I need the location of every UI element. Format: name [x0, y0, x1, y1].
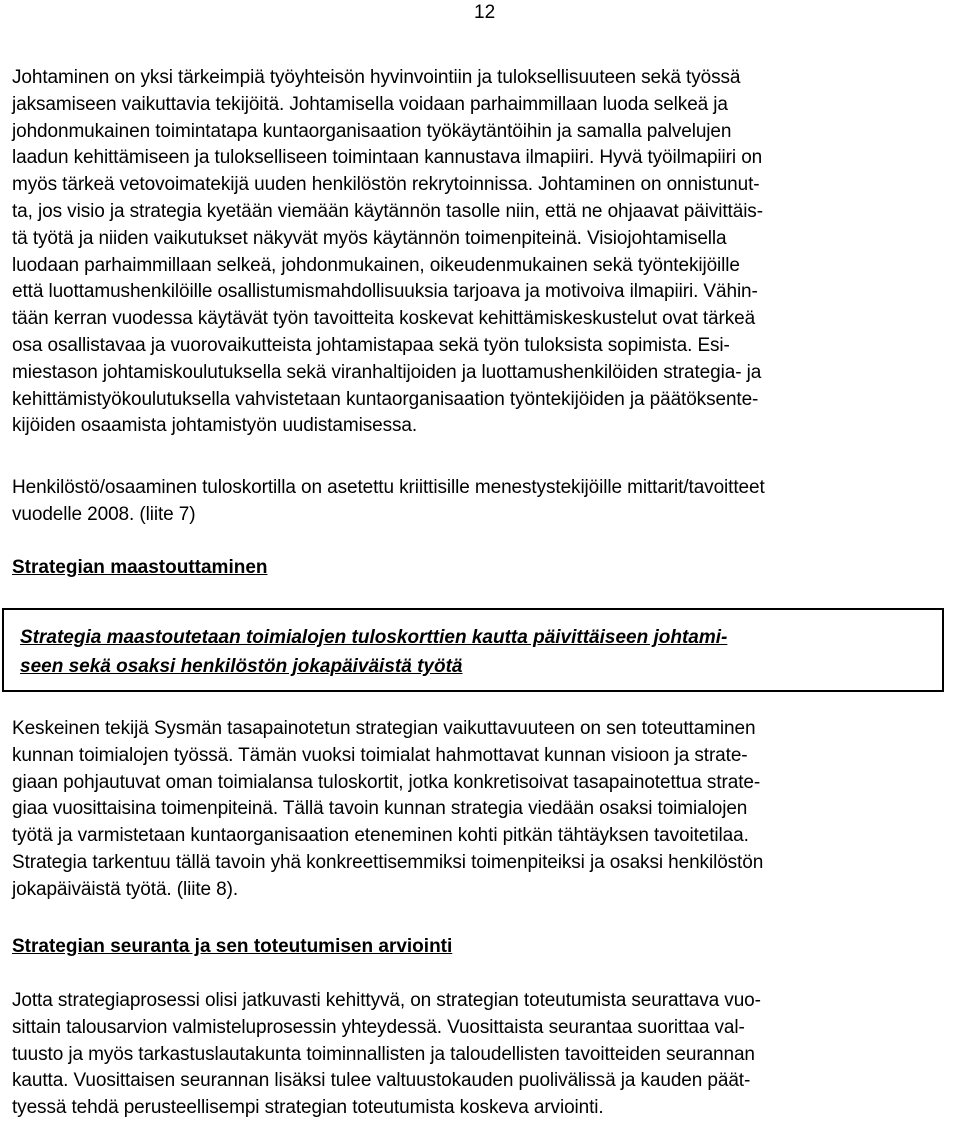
paragraph-leadership [12, 65, 763, 440]
callout-line: seen sekä osaksi henkilöstön jokapäiväistä työtä [20, 656, 463, 677]
callout-line: Strategia maastoutetaan toimialojen tuloskorttien kautta päivittäiseen johtami- [20, 627, 728, 648]
text-line: kautta. Vuosittaisen seurannan lisäksi tulee valtuustokauden puolivälissä ja kauden päät- [12, 1070, 751, 1092]
section-heading-monitoring: Strategian seuranta ja sen toteutumisen arviointi [12, 936, 453, 957]
text-line: luodaan parhaimmillaan selkeä, johdonmukainen, oikeudenmukainen sekä työntekijöille [12, 254, 740, 276]
text-line: tään kerran vuodessa käytävät työn tavoitteita koskevat kehittämiskeskustelut ovat tärkeä [12, 308, 756, 330]
text-line: giaan pohjautuvat oman toimialansa tuloskortit, jotka konkretisoivat tasapainotettua strate- [12, 771, 761, 793]
text-line: Henkilöstö/osaaminen tuloskortilla on asetettu kriittisille menestystekijöille mittarit/tavoitteet [12, 477, 765, 498]
text-line: tyessä tehdä perusteellisempi strategian toteutumista koskeva arviointi. [12, 1097, 604, 1119]
text-line: tuusto ja myös tarkastuslautakunta toiminnallisten ja taloudellisten tavoitteiden seurannan [12, 1043, 755, 1065]
text-line: tä työtä ja niiden vaikutukset näkyvät myös käytännön toimenpiteinä. Visiojohtamisella [12, 227, 727, 249]
text-line: vuodelle 2008. (liite 7) [12, 503, 196, 525]
text-line: jaksamiseen vaikuttavia tekijöitä. Johtamisella voidaan parhaimmillaan luoda selkeä ja [12, 93, 728, 115]
page-number: 12 [474, 2, 496, 23]
text-line: miestason johtamiskoulutuksella sekä viranhaltijoiden ja luottamushenkilöiden strategia- ja [12, 361, 762, 383]
paragraph-scorecard [12, 475, 765, 529]
text-line: Jotta strategiaprosessi olisi jatkuvasti kehittyvä, on strategian toteutumista seurattava vuo- [12, 990, 761, 1011]
text-line: johdonmukainen toimintatapa kuntaorganisaation työkäytäntöihin ja samalla palvelujen [12, 120, 732, 142]
text-line: myös tärkeä vetovoimatekijä uuden henkilöstön rekrytoinnissa. Johtaminen on onnistunut- [12, 174, 760, 196]
section-heading-grounding: Strategian maastouttaminen [12, 557, 268, 578]
text-line: Strategia tarkentuu tällä tavoin yhä konkreettisemmiksi toimenpiteiksi ja osaksi henkilöstön [12, 851, 764, 873]
paragraph-monitoring [12, 988, 761, 1122]
callout-box [2, 608, 944, 692]
text-line: ta, jos visio ja strategia kyetään viemään käytännön tasolle niin, että ne ohjaavat päivittäis- [12, 200, 763, 222]
text-line: Keskeinen tekijä Sysmän tasapainotetun strategian vaikuttavuuteen on sen toteuttaminen [12, 718, 756, 739]
text-line: osa osallistavaa ja vuorovaikutteista johtamistapaa sekä työn tuloksista sopimista. Esi- [12, 334, 730, 356]
text-line: työtä ja varmistetaan kuntaorganisaation eteneminen kohti pitkän tähtäyksen tavoitetilaa. [12, 825, 749, 847]
text-line: sittain talousarvion valmisteluprosessin yhteydessä. Vuosittaista seurantaa suorittaa val- [12, 1016, 745, 1038]
paragraph-implementation [12, 716, 763, 904]
text-line: että luottamushenkilöille osallistumismahdollisuuksia tarjoava ja motivoiva ilmapiiri. Vähin- [12, 281, 758, 303]
text-line: Johtaminen on yksi tärkeimpiä työyhteisön hyvinvointiin ja tuloksellisuuteen sekä työssä [12, 67, 741, 88]
text-line: laadun kehittämiseen ja tulokselliseen toimintaan kannustava ilmapiiri. Hyvä työilmapiiri on [12, 147, 763, 169]
text-line: kunnan toimialojen työssä. Tämän vuoksi toimialat hahmottavat kunnan visioon ja strate- [12, 744, 748, 766]
text-line: giaa vuosittaisina toimenpiteinä. Tällä tavoin kunnan strategia viedään osaksi toimialojen [12, 798, 748, 820]
text-line: jokapäiväistä työtä. (liite 8). [12, 878, 239, 900]
callout-text [20, 623, 727, 681]
text-line: kehittämistyökoulutuksella vahvistetaan kuntaorganisaation työntekijöiden ja päätöksente- [12, 388, 759, 410]
text-line: kijöiden osaamista johtamistyön uudistamisessa. [12, 415, 418, 437]
